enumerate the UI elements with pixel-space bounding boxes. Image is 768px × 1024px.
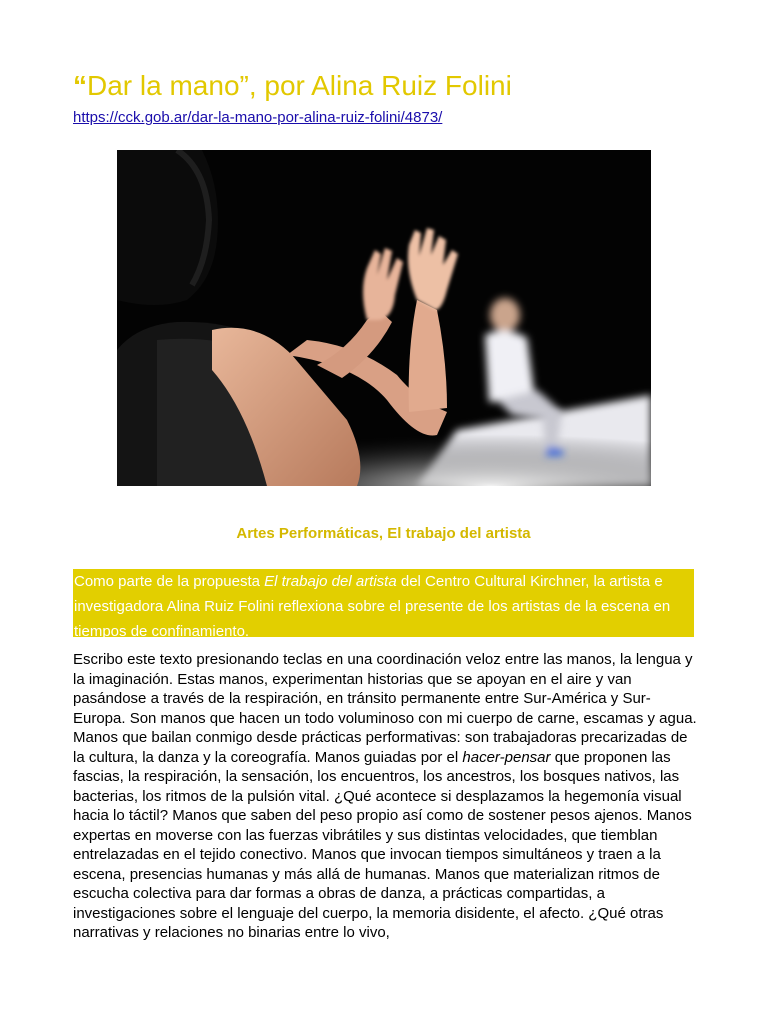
intro-text-start: Como parte de la propuesta xyxy=(74,573,265,590)
intro-text-end: del Centro Cultural Kirchner, la artista e investigadora Alina Ruiz Folini reflexiona sobre el presente de los artistas de la escena en tiempos de confinamiento. xyxy=(74,573,671,640)
article-title xyxy=(73,68,512,104)
body-italic-term: hacer-pensar xyxy=(462,748,551,766)
article-category: Artes Performáticas, El trabajo del artista xyxy=(236,525,531,542)
intro-italic-title: El trabajo del artista xyxy=(264,573,397,590)
body-text-part1: Escribo este texto presionando teclas en una coordinación veloz entre las manos, la lengua y la imaginación. Estas manos, experimentan historias que se apoyan en el aire y van pasándose a través de la respiración, en tránsito permanente entre Sur-América y Sur-Europa. Son manos que hacen un todo voluminoso con mi cuerpo de carne, escamas y agua. Manos que bailan conmigo desde prácticas performativas: son trabajadoras precarizadas de la cultura, la danza y la coreografía. Manos guiadas por el xyxy=(73,651,697,766)
photo-illustration xyxy=(117,150,651,486)
performer-hands-photo xyxy=(117,150,651,486)
title-text: Dar la mano”, por Alina Ruiz Folini xyxy=(87,70,512,101)
intro-highlight xyxy=(73,569,694,640)
source-url-link[interactable]: https://cck.gob.ar/dar-la-mano-por-alina-ruiz-folini/4873/ xyxy=(73,109,443,126)
title-quote-mark: “ xyxy=(73,70,87,101)
body-paragraph xyxy=(73,650,698,943)
body-text-part2: que proponen las fascias, la respiración, la sensación, los encuentros, los ancestros, los bosques nativos, las bacterias, los ritmos de la pulsión vital. ¿Qué acontece si desplazamos la hegemonía visual hacia lo táctil? Manos que saben del peso propio así como de sostener pesos ajenos. Manos expertas en moverse con las fuerzas vibrátiles y sus distintas velocidades, que tiemblan entrelazadas en el tejido conectivo. Manos que invocan tiempos simultáneos y traen a la escena, presencias humanas y más allá de humanas. Manos que materializan ritmos de escucha colectiva para dar formas a obras de danza, a prácticas compartidas, a investigaciones sobre el lenguaje del cuerpo, la memoria disidente, el afecto. ¿Qué otras narrativas y relaciones no binarias entre lo vivo, xyxy=(73,748,692,941)
